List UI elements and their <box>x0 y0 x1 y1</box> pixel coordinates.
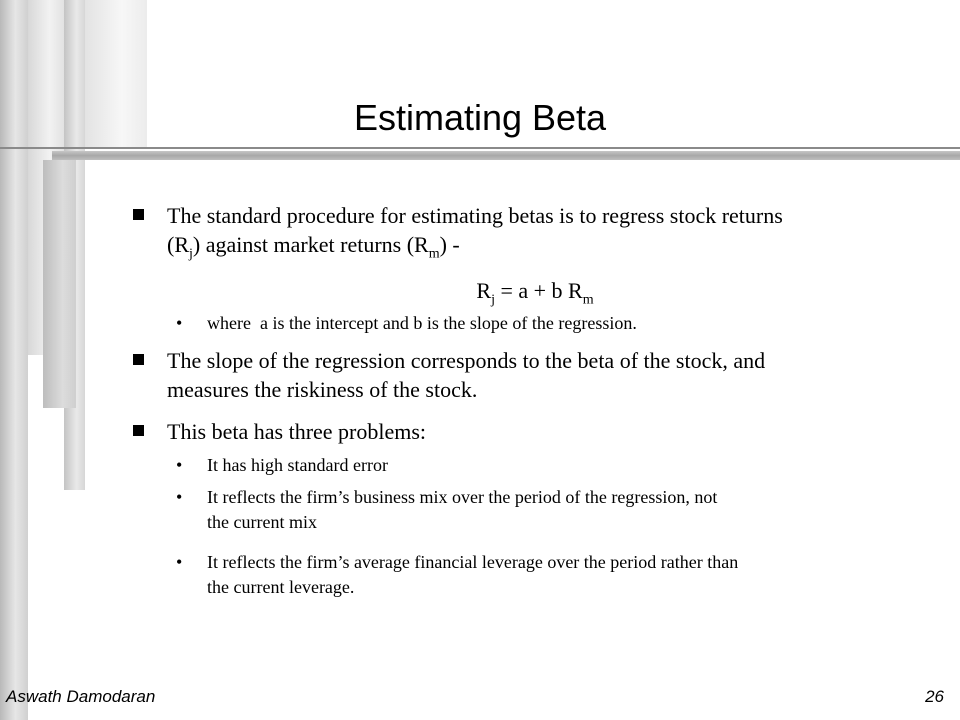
problem-text-line: the current leverage. <box>207 577 355 597</box>
text-fragment: R <box>476 278 492 303</box>
bullet-text: This beta has three problems: <box>167 419 427 444</box>
round-bullet-icon: • <box>176 487 183 507</box>
problem-text-line: It has high standard error <box>207 455 388 475</box>
round-bullet-icon: • <box>176 313 183 333</box>
text-fragment: ) against market returns (R <box>192 232 429 257</box>
problem-item <box>207 453 927 478</box>
title-divider <box>0 147 960 149</box>
round-bullet-icon: • <box>176 552 183 572</box>
square-bullet-icon <box>133 354 144 365</box>
problem-item <box>207 485 927 535</box>
regression-equation <box>0 276 960 308</box>
problem-text-line: It reflects the firm’s business mix over the period of the regression, not <box>207 487 718 507</box>
sub-bullet-text: where a is the intercept and b is the slope of the regression. <box>207 313 637 333</box>
page-number: 26 <box>925 687 944 706</box>
bullet-text <box>167 201 927 262</box>
problem-text-line: It reflects the firm’s average financial leverage over the period rather than <box>207 552 739 572</box>
title-underline-bar <box>52 151 960 160</box>
bullet-text-line: measures the riskiness of the stock. <box>167 377 478 402</box>
bullet-text-line: The slope of the regression corresponds to the beta of the stock, and <box>167 348 766 373</box>
subscript: m <box>428 246 440 262</box>
square-bullet-icon <box>133 209 144 220</box>
subscript: j <box>491 292 495 308</box>
round-bullet-icon: • <box>176 455 183 475</box>
problem-text-line: the current mix <box>207 512 317 532</box>
text-fragment: ) - <box>439 232 460 257</box>
subscript: m <box>582 292 594 308</box>
footer-author: Aswath Damodaran <box>6 687 156 706</box>
problem-item <box>207 550 927 600</box>
text-fragment: = a + b R <box>494 278 583 303</box>
text-fragment: (R <box>167 232 189 257</box>
subscript: j <box>189 246 193 262</box>
bullet-text <box>167 346 927 404</box>
bullet-text-line: The standard procedure for estimating betas is to regress stock returns <box>167 203 783 228</box>
square-bullet-icon <box>133 425 144 436</box>
slide-title: Estimating Beta <box>353 97 607 138</box>
